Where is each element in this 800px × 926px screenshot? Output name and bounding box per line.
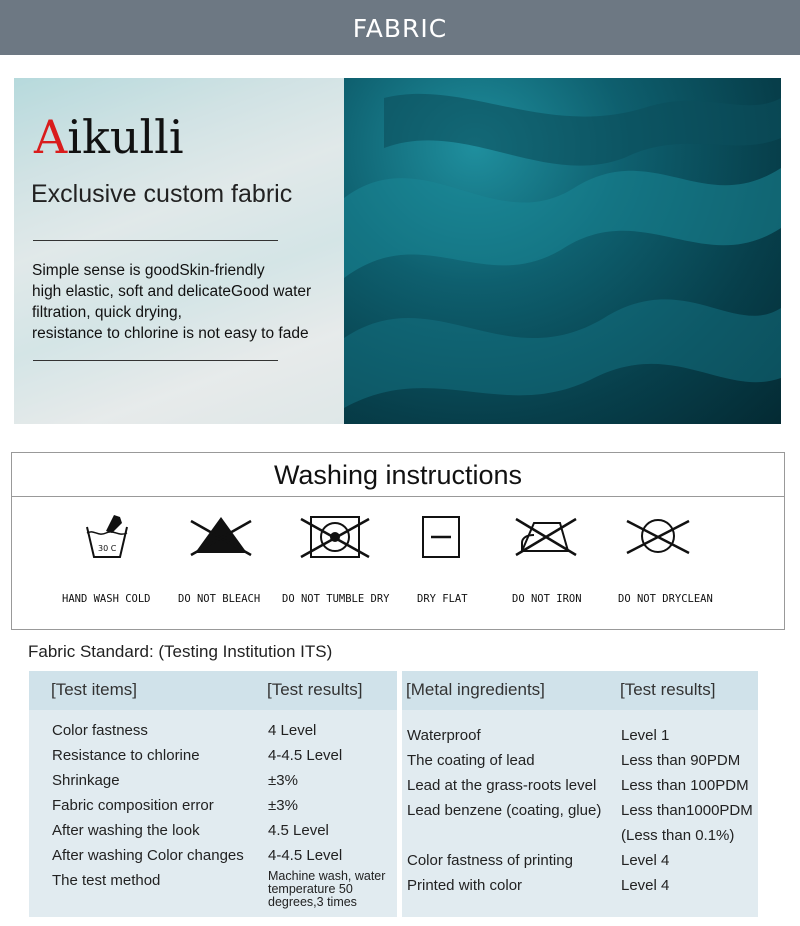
fabric-header: FABRIC	[0, 0, 800, 55]
hero-tagline: Exclusive custom fabric	[31, 180, 293, 208]
header-test-results: [Test results]	[267, 680, 363, 699]
table-cell: The test method	[52, 872, 161, 889]
washing-title: Washing instructions	[12, 453, 784, 497]
do-not-iron-label: DO NOT IRON	[512, 593, 582, 605]
test-items-header	[29, 671, 397, 710]
table-cell: 4 Level	[268, 722, 317, 739]
metal-ingredients-header	[402, 671, 758, 710]
table-cell: Level 4	[621, 852, 670, 869]
table-cell: After washing Color changes	[52, 847, 244, 864]
brand-logo: Aikulli	[34, 110, 184, 164]
do-not-iron-icon	[486, 513, 606, 559]
test-items-panel	[29, 671, 397, 917]
do-not-dryclean-label: DO NOT DRYCLEAN	[618, 593, 713, 605]
table-cell: Lead at the grass-roots level	[407, 777, 597, 794]
table-cell: ±3%	[268, 797, 298, 814]
header-metal-ingredients: [Metal ingredients]	[406, 680, 545, 699]
table-cell: Printed with color	[407, 877, 523, 894]
table-cell: Fabric composition error	[52, 797, 214, 814]
header-test-items: [Test items]	[51, 680, 137, 699]
do-not-tumble-dry-label: DO NOT TUMBLE DRY	[282, 593, 390, 605]
header-metal-results: [Test results]	[620, 680, 716, 699]
divider-top	[33, 240, 278, 241]
fabric-standard-table	[29, 671, 758, 917]
table-cell: The coating of lead	[407, 752, 535, 769]
hero-description: Simple sense is goodSkin-friendly high elastic, soft and delicateGood water filtration, quick drying, resistance to chlorine is not easy to fade	[32, 262, 312, 342]
table-cell: ±3%	[268, 772, 298, 789]
table-cell: Waterproof	[407, 727, 481, 744]
table-cell: Resistance to chlorine	[52, 747, 200, 764]
table-cell: 4.5 Level	[268, 822, 329, 839]
hand-wash-cold-icon	[47, 513, 167, 563]
table-cell: 4-4.5 Level	[268, 747, 343, 764]
fabric-folds-image	[344, 78, 781, 424]
do-not-tumble-dry-icon	[275, 513, 395, 561]
table-cell: Lead benzene (coating, glue)	[407, 802, 602, 819]
washing-instructions-panel	[11, 452, 785, 630]
table-cell: Level 4	[621, 877, 670, 894]
hero-banner	[14, 78, 781, 424]
table-cell: Color fastness of printing	[407, 852, 573, 869]
do-not-bleach-icon	[161, 513, 281, 557]
divider-bottom	[33, 360, 278, 361]
do-not-bleach-label: DO NOT BLEACH	[178, 593, 261, 605]
fabric-standard-title: Fabric Standard: (Testing Institution ITS)	[28, 642, 333, 661]
metal-ingredients-panel	[402, 671, 758, 917]
table-cell: Level 1	[621, 727, 670, 744]
hand-wash-cold-label: HAND WASH COLD	[62, 593, 151, 605]
table-cell: Shrinkage	[52, 772, 120, 789]
dry-flat-icon	[381, 513, 501, 561]
table-cell: Less than1000PDM	[621, 802, 753, 819]
table-cell: Less than 90PDM	[621, 752, 741, 769]
table-cell: After washing the look	[52, 822, 200, 839]
table-cell: Color fastness	[52, 722, 148, 739]
table-cell: Machine wash, water temperature 50 degrees,3 times	[268, 869, 386, 909]
hero-text	[14, 78, 344, 424]
hero-fabric-teal	[344, 78, 781, 424]
do-not-dryclean-icon	[598, 513, 718, 559]
table-cell: Less than 100PDM	[621, 777, 749, 794]
svg-text:30 C: 30 C	[98, 544, 117, 553]
table-cell: 4-4.5 Level	[268, 847, 343, 864]
dry-flat-label: DRY FLAT	[417, 593, 468, 605]
table-cell: (Less than 0.1%)	[621, 827, 735, 844]
